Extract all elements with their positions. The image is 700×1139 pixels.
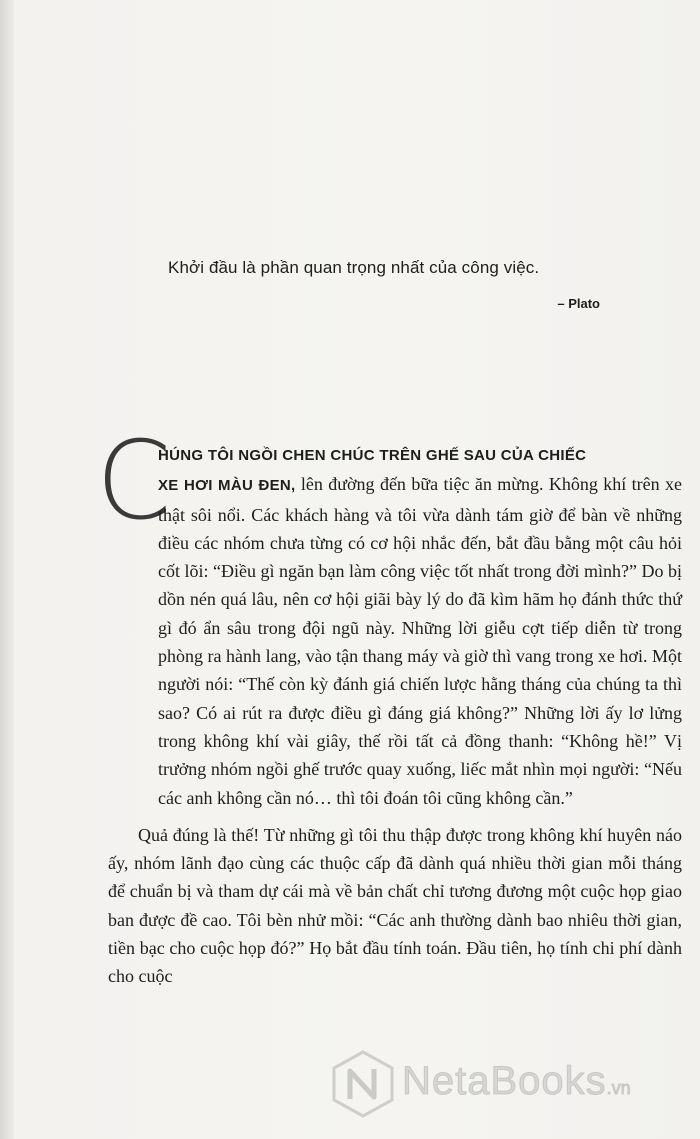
drop-cap-indent-block [108, 440, 682, 812]
chapter-body [108, 440, 682, 991]
watermark-logo-icon [330, 1049, 396, 1119]
page-binding-edge [0, 0, 14, 1139]
watermark-suffix: .vn [606, 1078, 631, 1098]
paragraph-1-text: lên đường đến bữa tiệc ăn mừng. Không khí trên xe thật sôi nổi. Các khách hàng và tôi vừa dành tám giờ để bàn về những điều các nhóm chưa từng có cơ hội nhắc đến, bắt đầu bằng một câu hỏi cốt lõi: “Điều gì ngăn bạn làm công việc tốt nhất trong đời mình?” Do bị dồn nén quá lâu, nên cơ hội giãi bày lý do đã kìm hãm họ đánh thức thứ gì đó ẩn sâu trong đội ngũ này. Những lời giễu cợt tiếp diễn từ trong phòng ra hành lang, vào tận thang máy và giờ thì vang trong xe hơi. Một người nói: “Thế còn kỳ đánh giá chiến lược hằng tháng của chúng ta thì sao? Có ai rút ra được điều gì đáng giá không?” Những lời ấy lơ lửng trong không khí vài giây, thế rồi tất cả đồng thanh: “Không hề!” Vị trưởng nhóm ngồi ghế trước quay xuống, liếc mắt nhìn mọi người: “Nếu các anh không cần nó… thì tôi đoán tôi cũng không cần.” [158, 474, 683, 808]
paragraph-1 [108, 440, 682, 812]
watermark [330, 1045, 690, 1125]
lead-in-line-1: HÚNG TÔI NGỒI CHEN CHÚC TRÊN GHẾ SAU CỦA CHIẾC [158, 447, 587, 464]
epigraph-quote: Khởi đầu là phần quan trọng nhất của công việc. [168, 258, 540, 277]
epigraph-author: – Plato [557, 296, 600, 311]
watermark-text [402, 1059, 631, 1104]
watermark-name: NetaBooks [402, 1059, 607, 1103]
paragraph-2: Quả đúng là thế! Từ những gì tôi thu thập được trong không khí huyên náo ấy, nhóm lãnh đạo cùng các thuộc cấp đã dành quá nhiều thời gian mỗi tháng để chuẩn bị và tham dự cái mà về bản chất chỉ tương đương một cuộc họp giao ban được đề cao. Tôi bèn nhử mồi: “Các anh thường dành bao nhiêu thời gian, tiền bạc cho cuộc họp đó?” Họ bắt đầu tính toán. Đầu tiên, họ tính chi phí dành cho cuộc [108, 824, 682, 987]
lead-in-line-2: XE HƠI MÀU ĐEN, [158, 477, 296, 495]
drop-cap: C [96, 419, 172, 544]
